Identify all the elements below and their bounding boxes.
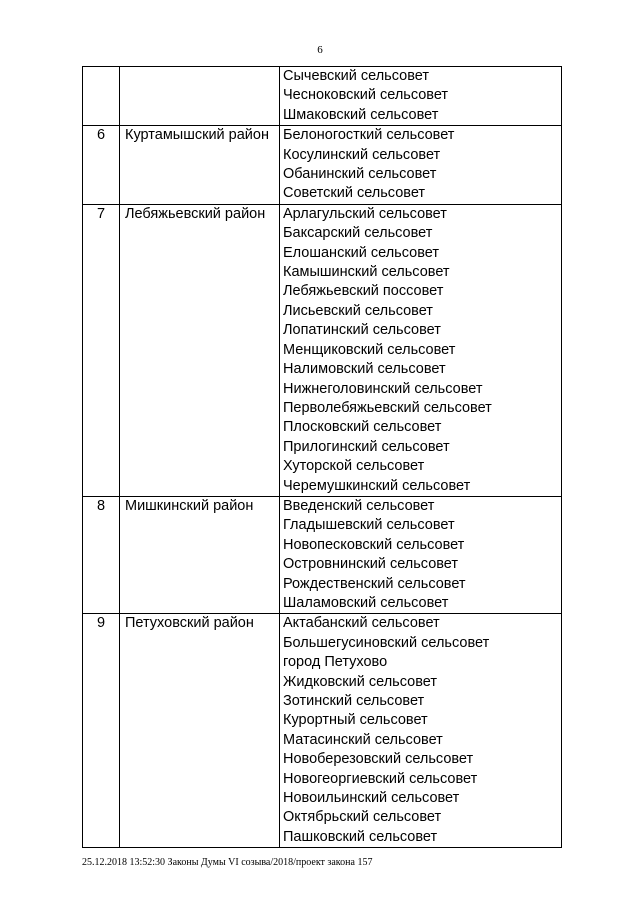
row-number: 6 (83, 126, 120, 205)
council-item: Островнинский сельсовет (283, 556, 459, 573)
district-name (120, 67, 280, 126)
council-item: Хуторской сельсовет (283, 458, 425, 475)
councils-cell (280, 614, 562, 848)
row-number: 8 (83, 496, 120, 613)
district-name: Лебяжьевский район (120, 204, 280, 496)
councils-cell (280, 67, 562, 126)
council-item: Октябрьский сельсовет (283, 809, 442, 826)
district-name: Мишкинский район (120, 496, 280, 613)
table-row (83, 204, 562, 496)
districts-table-body (83, 67, 562, 848)
council-item: Белоногосткий сельсовет (283, 127, 455, 144)
council-item: Менщиковский сельсовет (283, 341, 456, 358)
councils-cell (280, 126, 562, 205)
councils-cell (280, 204, 562, 496)
council-item: Арлагульский сельсовет (283, 205, 447, 222)
council-item: Лопатинский сельсовет (283, 322, 441, 339)
council-item: Плосковский сельсовет (283, 419, 442, 436)
table-row (83, 126, 562, 205)
council-item: Чесноковский сельсовет (283, 87, 449, 104)
council-item: Новопесковский сельсовет (283, 536, 465, 553)
district-name: Петуховский район (120, 614, 280, 848)
document-footer: 25.12.2018 13:52:30 Законы Думы VI созыва/2018/проект закона 157 (82, 857, 373, 868)
council-item: Сычевский сельсовет (283, 68, 429, 84)
council-item: Черемушкинский сельсовет (283, 477, 471, 494)
council-item: Косулинский сельсовет (283, 146, 441, 163)
council-item: Курортный сельсовет (283, 712, 428, 729)
council-item: Баксарский сельсовет (283, 225, 433, 242)
council-item: Обанинский сельсовет (283, 166, 437, 183)
council-item: Матасинский сельсовет (283, 731, 443, 748)
districts-table (82, 66, 562, 848)
council-item: Новоберезовский сельсовет (283, 751, 474, 768)
table-row (83, 496, 562, 613)
council-item: Перволебяжьевский сельсовет (283, 399, 492, 416)
council-item: Нижнеголовинский сельсовет (283, 380, 483, 397)
council-item: Лисьевский сельсовет (283, 302, 433, 319)
row-number: 7 (83, 204, 120, 496)
council-item: Пашковский сельсовет (283, 828, 438, 845)
council-item: Камышинский сельсовет (283, 264, 450, 281)
council-item: Новоильинский сельсовет (283, 790, 460, 807)
council-item: Рождественский сельсовет (283, 575, 466, 592)
council-item: Лебяжьевский поссовет (283, 283, 444, 300)
council-item: Актабанский сельсовет (283, 615, 440, 632)
council-item: Шаламовский сельсовет (283, 594, 449, 611)
council-item: Гладышевский сельсовет (283, 517, 455, 534)
council-item: Большегусиновский сельсовет (283, 634, 490, 651)
council-item: Советский сельсовет (283, 185, 426, 202)
district-name: Куртамышский район (120, 126, 280, 205)
row-number (83, 67, 120, 126)
council-item: Жидковский сельсовет (283, 673, 437, 690)
council-item: Налимовский сельсовет (283, 361, 446, 378)
council-item: Шмаковский сельсовет (283, 106, 439, 123)
council-item: Введенский сельсовет (283, 497, 435, 514)
council-item: Новогеоргиевский сельсовет (283, 770, 478, 787)
council-item: город Петухово (283, 654, 388, 671)
council-item: Зотинский сельсовет (283, 693, 425, 709)
table-row (83, 67, 562, 126)
council-item: Елошанский сельсовет (283, 244, 439, 261)
table-row (83, 614, 562, 848)
councils-cell (280, 496, 562, 613)
council-item: Прилогинский сельсовет (283, 438, 450, 455)
page-number: 6 (317, 44, 323, 56)
row-number: 9 (83, 614, 120, 848)
